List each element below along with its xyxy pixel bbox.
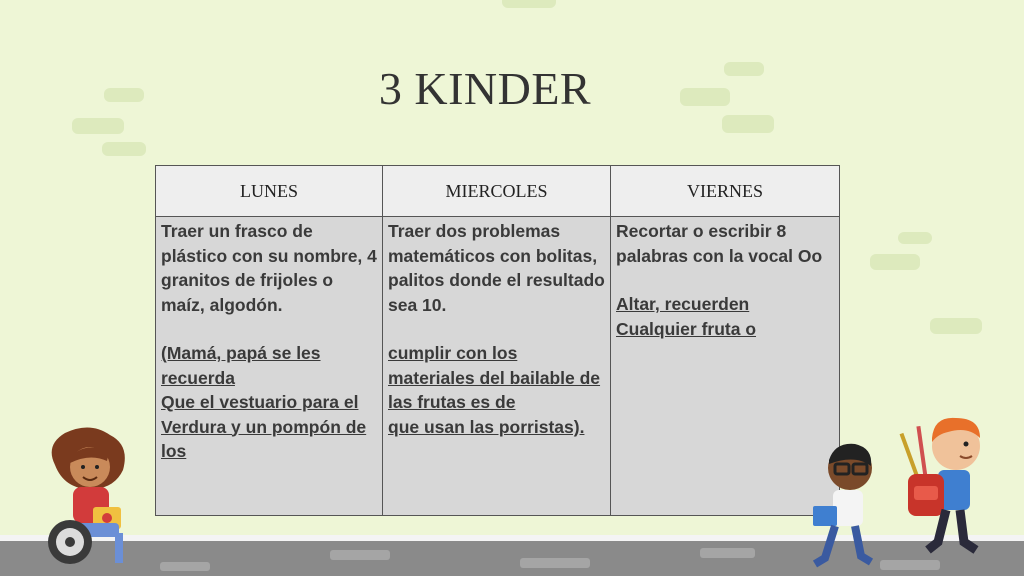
table-header-row xyxy=(156,166,840,217)
boy-with-books-illustration xyxy=(805,440,880,570)
paving-stone xyxy=(330,550,390,560)
girl-in-wheelchair-illustration xyxy=(35,425,155,570)
paving-stone xyxy=(520,558,590,568)
boy-with-backpack-illustration xyxy=(898,412,998,562)
background-brick xyxy=(102,142,146,156)
table-row xyxy=(156,217,840,516)
cell-miercoles xyxy=(383,217,611,516)
header-miercoles: MIERCOLES xyxy=(383,166,611,217)
cell-paragraph: Cualquier fruta o xyxy=(616,318,757,339)
cell-paragraph: (Mamá, papá se les recuerda xyxy=(161,343,321,388)
slide-title: 3 KINDER xyxy=(378,63,592,114)
cell-paragraph: Altar, recuerden xyxy=(616,294,750,314)
header-lunes: LUNES xyxy=(156,166,383,217)
cell-paragraph: Que el vestuario para el xyxy=(161,392,359,412)
cell-paragraph: Verdura y un pompón de los xyxy=(161,416,367,461)
background-brick xyxy=(722,115,774,133)
header-viernes: VIERNES xyxy=(611,166,840,217)
background-brick xyxy=(502,0,556,8)
paving-stone xyxy=(160,562,210,571)
cell-paragraph: Recortar o escribir 8 palabras con la vocal Oo xyxy=(616,221,823,266)
cell-paragraph: Traer un frasco de plástico con su nombre, 4 granitos de frijoles o maíz, algodón. xyxy=(161,221,377,315)
cell-paragraph: que usan las porristas). xyxy=(388,416,585,437)
cell-lunes xyxy=(156,217,383,516)
background-brick xyxy=(930,318,982,334)
background-brick xyxy=(72,118,124,134)
cell-paragraph: Traer dos problemas matemáticos con bolitas, palitos donde el resultado sea 10. xyxy=(388,221,605,315)
background-brick xyxy=(870,254,920,270)
schedule-table xyxy=(155,165,840,516)
paving-stone xyxy=(700,548,755,558)
cell-paragraph: cumplir con los materiales del bailable de las frutas es de xyxy=(388,343,601,412)
background-brick xyxy=(898,232,932,244)
